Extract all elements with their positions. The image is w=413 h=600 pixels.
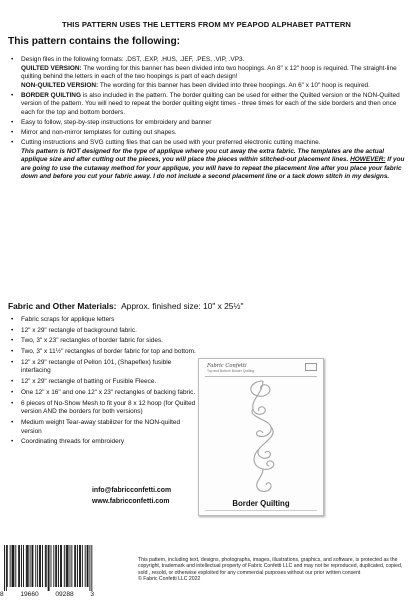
bullet-icon: • bbox=[11, 378, 14, 386]
bullet-icon: • bbox=[11, 388, 14, 396]
barcode-bar bbox=[4, 545, 5, 591]
material-text: 12" x 29" rectangle of Pellon 101, (Shapeflex) fusible interfacing bbox=[21, 358, 172, 375]
material-text: Coordinating threads for embroidery bbox=[21, 438, 125, 446]
barcode-bar bbox=[28, 545, 29, 587]
border-quilting-preview bbox=[198, 358, 324, 516]
material-text: 12" x 29" rectangle of batting or Fusible Fleece. bbox=[21, 378, 157, 386]
barcode-bar bbox=[64, 545, 65, 587]
material-text: Two, 3" x 23" rectangles of border fabric for sides. bbox=[21, 337, 163, 345]
material-text: One 12" x 16" and one 12" x 23" rectangles of backing fabric. bbox=[21, 388, 196, 396]
barcode-bar bbox=[85, 545, 86, 587]
preview-header-rule bbox=[205, 376, 317, 377]
materials-list bbox=[11, 316, 201, 449]
contact-website[interactable]: www.fabricconfetti.com bbox=[92, 497, 170, 505]
barcode-bar bbox=[53, 545, 54, 587]
barcode-bar bbox=[12, 545, 13, 587]
contents-item bbox=[11, 119, 405, 128]
bullet-icon: • bbox=[11, 348, 14, 356]
barcode-bar bbox=[48, 545, 49, 591]
barcode-bar bbox=[80, 545, 81, 587]
barcode-bar bbox=[6, 545, 7, 591]
barcode-bar bbox=[82, 545, 83, 587]
barcode-bar bbox=[39, 545, 40, 587]
material-item bbox=[11, 326, 201, 336]
preview-brand: Fabric Confetti bbox=[207, 363, 247, 369]
bullet-icon: • bbox=[11, 337, 14, 345]
fabric-heading bbox=[8, 301, 243, 311]
barcode-bar bbox=[79, 545, 80, 587]
contents-text: HOWEVER: bbox=[350, 156, 386, 164]
contents-heading: This pattern contains the following: bbox=[8, 36, 181, 47]
bullet-icon: • bbox=[11, 119, 14, 127]
barcode-bar bbox=[67, 545, 68, 587]
barcode-digit-left: 8 bbox=[0, 591, 4, 598]
barcode-bar bbox=[90, 545, 91, 591]
contents-text: The wording for this banner has been divided into three hoopings. An 6" x 10" hoop is required. bbox=[98, 81, 370, 89]
material-item bbox=[11, 378, 201, 387]
barcode-bar bbox=[37, 545, 38, 587]
barcode-bar bbox=[58, 545, 59, 587]
contents-list bbox=[11, 56, 405, 184]
contents-text: This pattern is NOT designed for the type of applique where you cut away the extra fabric. The templates are the actual applique size and after cutting out the pieces, you will place the pieces within stitched-out placement lines. bbox=[21, 147, 385, 164]
barcode-bar bbox=[21, 545, 22, 587]
border-quilting-motif bbox=[233, 379, 293, 497]
barcode-bar bbox=[45, 545, 46, 587]
bullet-icon: • bbox=[11, 56, 14, 63]
barcode-bar bbox=[14, 545, 15, 587]
barcode-bar bbox=[88, 545, 89, 587]
material-item bbox=[11, 418, 201, 436]
barcode-bar bbox=[18, 545, 19, 587]
bullet-icon: • bbox=[11, 316, 14, 323]
bullet-icon: • bbox=[11, 139, 14, 147]
contact-email[interactable]: info@fabricconfetti.com bbox=[92, 487, 172, 494]
contact-block bbox=[92, 486, 171, 507]
preview-corner-box bbox=[305, 363, 317, 371]
contents-text: BORDER QUILTING bbox=[21, 91, 81, 99]
barcode-bars bbox=[0, 545, 96, 591]
contents-text: Design files in the following formats: .DST, .EXP, .HUS, .JEF, .PES, .VIP, .VP3. bbox=[21, 56, 245, 63]
preview-subtitle: Top and Bottom Border Quilting bbox=[207, 369, 255, 373]
barcode-bar bbox=[32, 545, 33, 587]
material-text: Two, 3" x 11½" rectangles of border fabric for top and bottom. bbox=[21, 348, 196, 356]
barcode-bar bbox=[91, 545, 92, 591]
barcode-bar bbox=[19, 545, 20, 587]
barcode-bar bbox=[15, 545, 16, 587]
barcode-bar bbox=[68, 545, 69, 587]
barcode-bar bbox=[13, 545, 14, 587]
bullet-icon: • bbox=[11, 129, 14, 137]
barcode-bar bbox=[30, 545, 31, 587]
material-item bbox=[11, 438, 201, 447]
top-banner: THIS PATTERN USES THE LETTERS FROM MY PEAPOD ALPHABET PATTERN bbox=[61, 20, 352, 29]
contents-item bbox=[11, 91, 405, 118]
contents-item bbox=[11, 139, 405, 182]
fabric-heading-label: Fabric and Other Materials: bbox=[8, 301, 117, 311]
barcode-bar bbox=[49, 545, 50, 591]
barcode-bar bbox=[70, 545, 71, 587]
contents-text: Easy to follow, step-by-step instructions for embroidery and banner bbox=[21, 119, 212, 127]
barcode-bar bbox=[35, 545, 36, 587]
material-text: Medium weight Tear-away stabilizer for the NON-quilted version bbox=[21, 418, 181, 435]
contents-text: Cutting instructions and SVG cutting files that can be used with your preferred electronic cutting machine. bbox=[21, 139, 321, 147]
bullet-icon: • bbox=[11, 418, 14, 426]
preview-footer-rule bbox=[205, 510, 317, 511]
contents-text: The wording for this banner has been divided into two hoopings. An 8" x 12" hoop is required. The straight-line quilting behind the letters in each of the two hoopings is part of each design! bbox=[21, 64, 397, 81]
barcode-bar bbox=[71, 545, 72, 587]
upc-barcode bbox=[0, 545, 96, 600]
material-text: Fabric scraps for applique letters bbox=[21, 316, 115, 323]
barcode-bar bbox=[42, 545, 43, 587]
contents-text: If you are going to use the cutaway method for your applique, you will have to repeat the placement line after you place your fabric down and before you cut your fabric away. I do not include a second placement line or a tack down stitch in my designs. bbox=[21, 156, 405, 181]
bullet-icon: • bbox=[11, 326, 14, 334]
barcode-bar bbox=[74, 545, 75, 587]
barcode-bar bbox=[7, 545, 8, 587]
bullet-icon: • bbox=[11, 358, 14, 366]
barcode-bar bbox=[55, 545, 56, 587]
material-item bbox=[11, 358, 201, 376]
barcode-bar bbox=[27, 545, 28, 587]
copyright-notice: This pattern, including text, designs, photographs, images, illustrations, graphics, and software, is protected as the copyright, trademark and intellectual property of Fabric Confetti LLC and may not be reproduced, duplicated, copied, sold , resold, or otherwise exploited for any commercial purposes without our prior written consent © Fabric Confetti LLC 2022 bbox=[138, 557, 403, 582]
material-text: 6 pieces of No-Show Mesh to fit your 8 x 12 hoop (for Quilted version AND the borders for both versions) bbox=[21, 399, 196, 416]
barcode-bar bbox=[56, 545, 57, 587]
barcode-bar bbox=[40, 545, 41, 587]
barcode-bar bbox=[51, 545, 52, 587]
barcode-bar bbox=[23, 545, 24, 587]
barcode-bar bbox=[46, 545, 47, 587]
material-item bbox=[11, 399, 201, 417]
bullet-icon: • bbox=[11, 399, 14, 407]
barcode-bar bbox=[60, 545, 61, 587]
bullet-icon: • bbox=[11, 438, 14, 446]
barcode-digits-group1: 19660 bbox=[20, 591, 39, 598]
material-item bbox=[11, 388, 201, 398]
finished-size: Approx. finished size: 10" x 25½" bbox=[121, 301, 244, 311]
material-text: 12" x 29" rectangle of background fabric. bbox=[21, 326, 137, 334]
contents-text: is also included in the pattern. The border quilting can be used for either the Quilted version or the NON-Quilted version of the pattern. You will need to repeat the border quilting eight times - three times for each of the side borders and then once each for the top and bottom borders. bbox=[21, 91, 400, 116]
barcode-digits-group2: 09288 bbox=[55, 591, 74, 598]
contents-text: QUILTED VERSION: bbox=[21, 64, 82, 72]
barcode-bar bbox=[33, 545, 34, 587]
barcode-bar bbox=[10, 545, 11, 587]
bullet-icon: • bbox=[11, 91, 14, 99]
barcode-digit-right: 3 bbox=[90, 591, 94, 598]
contents-item bbox=[11, 129, 405, 138]
preview-caption: Border Quilting bbox=[232, 499, 290, 508]
barcode-bar bbox=[26, 545, 27, 587]
material-item bbox=[11, 316, 201, 325]
material-item bbox=[11, 337, 201, 346]
contents-text: NON-QUILTED VERSION: bbox=[21, 81, 99, 89]
barcode-bar bbox=[75, 545, 76, 587]
barcode-bar bbox=[61, 545, 62, 587]
material-item bbox=[11, 348, 201, 357]
barcode-bar bbox=[66, 545, 67, 587]
barcode-bar bbox=[87, 545, 88, 587]
barcode-number bbox=[0, 591, 96, 598]
barcode-bar bbox=[77, 545, 78, 587]
contents-text: Mirror and non-mirror templates for cutting out shapes. bbox=[21, 129, 177, 137]
contents-item bbox=[11, 56, 405, 90]
